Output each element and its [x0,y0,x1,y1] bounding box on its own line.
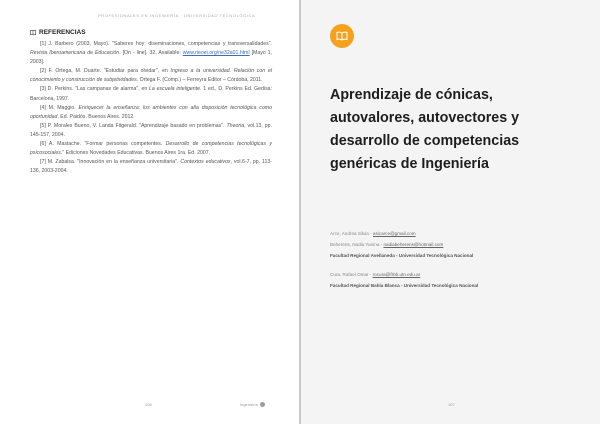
reference-item [30,122,272,140]
reference-text: A. Mastache. "Formar personas competentes. [48,141,166,148]
reference-italic: Contextos educativos [180,159,231,166]
brand-logo-icon [260,402,265,407]
running-header: PROFESIONALES EN INGENIERÍA · UNIVERSIDAD TECNOLÓGICA [98,13,256,18]
author-group-gap [330,261,580,269]
reference-item [30,40,272,67]
author-email-link[interactable]: asicarce@gmail.com [372,231,416,236]
reference-number: [2] [40,68,49,75]
reference-text: P. Morales Bueno, V. Landa Fitgerald. "Aprendizaje basado en problemas". [47,122,227,129]
left-page [0,0,299,424]
article-title: Aprendizaje de cónicas, autovalores, autovectores y desarrollo de competencias genéricas de Ingeniería [330,87,520,172]
reference-item [30,85,272,103]
author-line [330,239,580,250]
reference-italic: Ingreso a la universidad. Relación con el conocimiento y construcción de subjetividades [30,68,272,84]
reference-item [30,158,272,176]
author-name: Beherens, Nadia Yanina - [330,242,384,247]
author-affiliation: Facultad Regional Avellaneda - Universidad Tecnológica Nacional [330,253,474,258]
reference-item [30,140,272,158]
reference-text-post: [Mayo 1, 2003]. [30,50,272,66]
reference-italic: Enriquecer la enseñanza: los ambientes con alta disposición tecnológica como oportunidad [30,104,272,120]
author-affiliation: Facultad Regional Bahía Blanca - Universidad Tecnológica Nacional [330,283,479,288]
reference-text-mid: ." Ediciones Novedades Educativas. Buenos Aires 1ra. Ed. 2007. [60,150,211,157]
reference-text-mid: . Ed. Paidós. Buenos Aires. 2012. [57,113,135,120]
reference-number: [7] [40,159,48,166]
page-number-right: 107 [448,402,455,407]
author-email-link[interactable]: rocura@frbb.utn.edu.ar [372,272,421,277]
references-title: REFERENCIAS [39,29,86,36]
reference-number: [4] [40,104,49,111]
reference-text-mid: . Ortega F. (Comp.) – Ferreyra Editor – Córdoba, 2011. [136,77,263,84]
reference-text: M. Zabalsa. "Innovación en la enseñanza universitaria". [47,159,181,166]
author-block [330,228,580,291]
reference-text-mid: , vol.6-7, pp. 113-136, 2003-2004. [30,159,273,175]
reference-text: F. Ortega, M. Duarte. "Estudiar para olvidar", en [48,68,171,75]
page-number-left: 106 [145,402,152,407]
reference-italic: Revista Iberoamericana de Educación [30,50,120,57]
reference-italic: Desarrollo de competencias tecnológicas y psicosociales [30,141,272,157]
author-name: Arce, Andrea Silvia - [330,231,373,236]
author-email-link[interactable]: nadiabeherens@hotmail.com [383,242,444,247]
references-heading [30,29,86,36]
right-page [301,0,600,424]
reference-item [30,67,272,85]
reference-item [30,104,272,122]
reference-text: D. Perkins. "Las campanas de alarma", en [47,86,150,93]
reference-text-mid: . [On - line]. 32. Available: [119,50,183,57]
brand-footer [240,402,265,407]
reference-list [30,40,272,176]
brand-label: Ingeniería [240,402,258,407]
reference-italic: La escuela inteligente [149,86,200,93]
author-name: Cura, Rafael Omar - [330,272,373,277]
reference-text: M. Maggio. [48,104,79,111]
reference-number: [5] [40,122,48,129]
reference-link[interactable]: www.rieoei.org/rie32a01.html [182,50,250,57]
reference-number: [1] [40,41,49,47]
reference-text: J. Barbero (2003, Mayo). "Saberes hoy: diseminaciones, competencias y transversalidades". [48,41,272,47]
author-line [330,228,580,239]
reference-number: [3] [40,86,48,93]
reference-text-mid: , vol.13, pp. 145-157, 2004. [30,122,272,138]
article-badge [330,24,354,48]
reference-italic: Theoria [226,122,245,129]
book-icon [30,30,36,35]
author-line [330,269,580,280]
reference-number: [6] [40,141,49,148]
reference-text-mid: . 1 ed., D. Perkins Ed. Gedisa: Barcelona, 1997. [30,86,272,102]
open-book-icon [336,31,348,41]
